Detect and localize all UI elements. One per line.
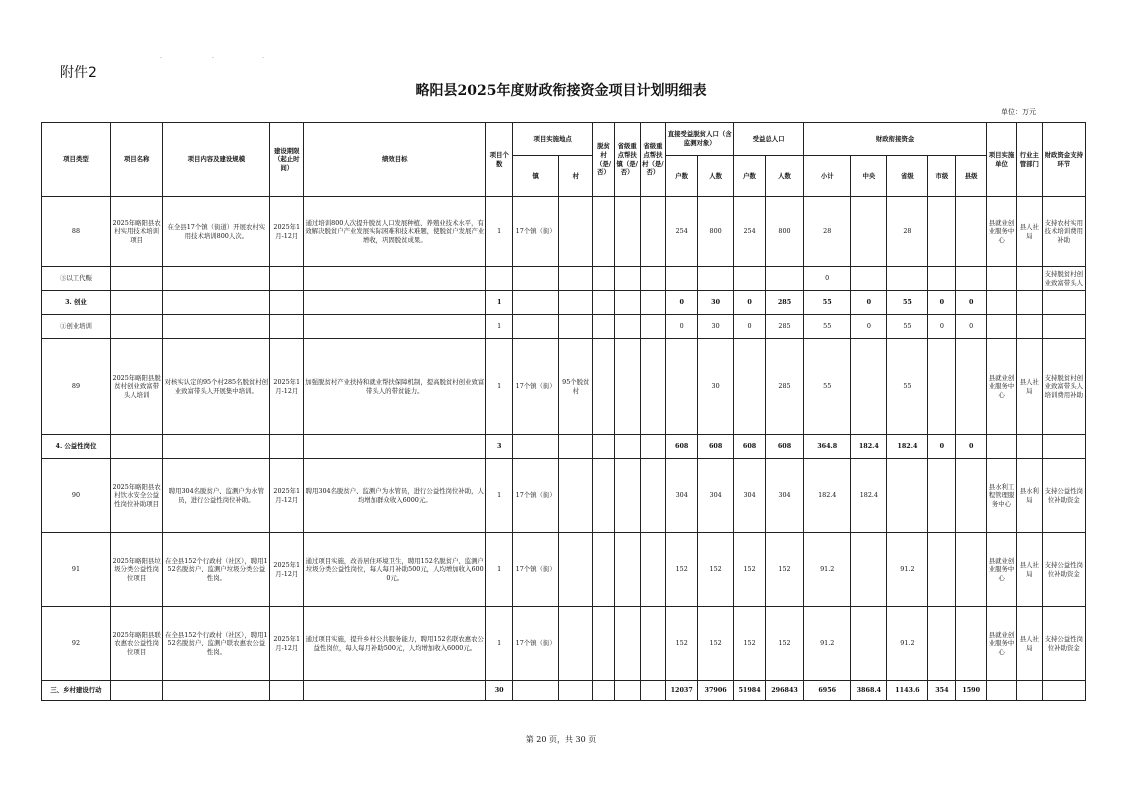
cell-city: 0 (928, 435, 956, 459)
header-funds: 财政衔接资金 (804, 123, 987, 156)
cell-cen: 0 (851, 315, 887, 339)
table-row (42, 533, 1086, 607)
cell-prov: 28 (887, 197, 928, 267)
cell-prov: 1143.6 (887, 681, 928, 701)
cell-dh: 608 (666, 435, 698, 459)
cell-dept (1016, 267, 1042, 291)
cell-county (956, 197, 987, 267)
cell-town (513, 315, 559, 339)
cell-name: 2025年略阳县垃圾分类公益性岗位项目 (110, 533, 162, 607)
header-link: 财政资金支持环节 (1042, 123, 1085, 197)
cell-tp: 152 (766, 607, 804, 681)
cell-unit (987, 315, 1017, 339)
cell-count: 1 (486, 315, 513, 339)
cell-count: 1 (486, 459, 513, 533)
cell-count (486, 267, 513, 291)
cell-goal (304, 681, 486, 701)
cell-prov (887, 267, 928, 291)
page-title: 略阳县2025年度财政衔接资金项目计划明细表 (415, 83, 707, 99)
table-row (42, 291, 1086, 315)
cell-name (110, 267, 162, 291)
cell-sub: 55 (804, 291, 851, 315)
cell-village: 95个脱贫村 (559, 339, 593, 435)
header-total-people: 人数 (766, 156, 804, 197)
cell-city: 354 (928, 681, 956, 701)
cell-count: 1 (486, 339, 513, 435)
header-central: 中央 (851, 156, 887, 197)
cell-count: 1 (486, 197, 513, 267)
cell-th: 152 (734, 607, 766, 681)
cell-unit: 县就业创业服务中心 (987, 533, 1017, 607)
table-row (42, 435, 1086, 459)
header-count: 项目个数 (486, 123, 513, 197)
cell-dp: 304 (698, 459, 734, 533)
cell-tp: 608 (766, 435, 804, 459)
table-row (42, 339, 1086, 435)
cell-unit: 县水利工程管理服务中心 (987, 459, 1017, 533)
cell-dp: 30 (698, 315, 734, 339)
cell-sub: 0 (804, 267, 851, 291)
page-footer: 第 20 页，共 30 页 (525, 735, 597, 744)
cell-tp: 285 (766, 315, 804, 339)
cell-count: 1 (486, 533, 513, 607)
cell-cen: 0 (851, 291, 887, 315)
cell-unit (987, 681, 1017, 701)
cell-county: 1590 (956, 681, 987, 701)
cell-town: 17个镇（街） (513, 533, 559, 607)
cell-content: 在全县152个行政村（社区），聘用152名脱贫户、监测户垃圾分类公益性岗。 (163, 533, 270, 607)
cell-dept (1016, 315, 1042, 339)
cell-name: 2025年略阳县联农惠农公益性岗位项目 (110, 607, 162, 681)
header-county: 县级 (956, 156, 987, 197)
header-total: 受益总人口 (734, 123, 804, 156)
cell-prov: 91.2 (887, 533, 928, 607)
cell-empty (614, 197, 640, 267)
cell-prov (887, 459, 928, 533)
cell-tp (766, 267, 804, 291)
cell-th: 304 (734, 459, 766, 533)
cell-village (559, 267, 593, 291)
cell-sub: 364.8 (804, 435, 851, 459)
cell-dept: 县人社局 (1016, 197, 1042, 267)
cell-empty (640, 197, 666, 267)
cell-empty (640, 291, 666, 315)
header-direct-people: 人数 (698, 156, 734, 197)
cell-empty (593, 435, 615, 459)
cell-dept: 县人社局 (1016, 339, 1042, 435)
cell-sub: 55 (804, 315, 851, 339)
cell-period: 2025年1月-12月 (270, 339, 304, 435)
header-content: 项目内容及建设规模 (163, 123, 270, 197)
cell-unit: 县就业创业服务中心 (987, 197, 1017, 267)
header-direct: 直接受益脱贫人口（含监测对象） (666, 123, 734, 156)
cell-dh: 152 (666, 533, 698, 607)
cell-city (928, 533, 956, 607)
table-row (42, 315, 1086, 339)
header-province: 省级 (887, 156, 928, 197)
cell-sub: 182.4 (804, 459, 851, 533)
cell-empty (614, 681, 640, 701)
cell-cen (851, 197, 887, 267)
cell-tp: 296843 (766, 681, 804, 701)
cell-empty (593, 533, 615, 607)
header-type: 项目类型 (42, 123, 111, 197)
cell-link (1042, 435, 1085, 459)
cell-count: 30 (486, 681, 513, 701)
header-direct-households: 户数 (666, 156, 698, 197)
cell-count: 1 (486, 607, 513, 681)
cell-cen (851, 607, 887, 681)
scan-mark: · (160, 55, 162, 62)
cell-name (110, 291, 162, 315)
cell-content: 对核实认定的95个村285名脱贫村创业致富带头人开展集中培训。 (163, 339, 270, 435)
cell-type: ③以工代赈 (42, 267, 111, 291)
cell-content: 在全县152个行政村（社区），聘用152名脱贫户、监测户联农惠农公益性岗。 (163, 607, 270, 681)
cell-th: 152 (734, 533, 766, 607)
cell-empty (640, 435, 666, 459)
cell-th: 0 (734, 291, 766, 315)
cell-city: 0 (928, 291, 956, 315)
cell-dp: 152 (698, 607, 734, 681)
cell-sub: 55 (804, 339, 851, 435)
cell-city (928, 459, 956, 533)
cell-unit (987, 435, 1017, 459)
cell-tp: 285 (766, 339, 804, 435)
cell-type: 三、乡村建设行动 (42, 681, 111, 701)
cell-dept (1016, 681, 1042, 701)
cell-sub: 28 (804, 197, 851, 267)
cell-empty (614, 315, 640, 339)
cell-period: 2025年1月-12月 (270, 607, 304, 681)
cell-empty (614, 291, 640, 315)
cell-dept: 县人社局 (1016, 607, 1042, 681)
cell-empty (593, 459, 615, 533)
cell-county (956, 459, 987, 533)
cell-village (559, 315, 593, 339)
header-key-village: 省级重点帮扶村（是/否） (640, 123, 666, 197)
cell-village (559, 681, 593, 701)
cell-content (163, 315, 270, 339)
cell-period: 2025年1月-12月 (270, 197, 304, 267)
cell-empty (593, 197, 615, 267)
scan-mark: · (212, 55, 214, 62)
cell-empty (640, 315, 666, 339)
cell-name (110, 435, 162, 459)
cell-dept (1016, 291, 1042, 315)
cell-content: 在全县17个镇（街道）开展农村实用技术培训800人次。 (163, 197, 270, 267)
cell-type: 90 (42, 459, 111, 533)
table-row (42, 197, 1086, 267)
cell-county: 0 (956, 291, 987, 315)
cell-type: 91 (42, 533, 111, 607)
cell-town: 17个镇（街） (513, 459, 559, 533)
cell-link: 支持脱贫村创业致富带头人 (1042, 267, 1085, 291)
header-name: 项目名称 (110, 123, 162, 197)
cell-empty (593, 315, 615, 339)
cell-city (928, 267, 956, 291)
cell-content (163, 435, 270, 459)
cell-county (956, 607, 987, 681)
cell-dp: 800 (698, 197, 734, 267)
cell-period (270, 315, 304, 339)
cell-cen: 182.4 (851, 459, 887, 533)
cell-prov: 91.2 (887, 607, 928, 681)
cell-empty (614, 435, 640, 459)
table-row (42, 607, 1086, 681)
cell-cen: 3868.4 (851, 681, 887, 701)
cell-empty (640, 339, 666, 435)
cell-sub: 91.2 (804, 607, 851, 681)
cell-goal (304, 435, 486, 459)
cell-dh: 152 (666, 607, 698, 681)
cell-empty (593, 607, 615, 681)
cell-town: 17个镇（街） (513, 607, 559, 681)
cell-type: ①创业培训 (42, 315, 111, 339)
cell-link: 支持公益性岗位补助资金 (1042, 459, 1085, 533)
cell-dp: 30 (698, 339, 734, 435)
cell-unit (987, 267, 1017, 291)
header-total-households: 户数 (734, 156, 766, 197)
cell-county (956, 267, 987, 291)
cell-unit: 县就业创业服务中心 (987, 339, 1017, 435)
cell-period (270, 435, 304, 459)
cell-prov: 55 (887, 339, 928, 435)
cell-county (956, 533, 987, 607)
cell-link (1042, 681, 1085, 701)
cell-unit: 县就业创业服务中心 (987, 607, 1017, 681)
cell-county: 0 (956, 435, 987, 459)
unit-label: 单位：万元 (1001, 108, 1036, 116)
cell-link: 支持脱贫村创业致富带头人培训费用补助 (1042, 339, 1085, 435)
cell-goal: 通过培训800人次提升脱贫人口发展种植、养殖业技术水平，有效解决脱贫户产业发展实际困难和技术难题，使脱贫户发展产业增收，巩固脱贫成果。 (304, 197, 486, 267)
cell-th: 254 (734, 197, 766, 267)
cell-dp: 30 (698, 291, 734, 315)
cell-name: 2025年略阳县农村饮水安全公益性岗位补助项目 (110, 459, 162, 533)
header-poor-village: 脱贫村（是/否） (593, 123, 615, 197)
cell-type: 3. 创业 (42, 291, 111, 315)
cell-prov: 55 (887, 291, 928, 315)
cell-city (928, 607, 956, 681)
header-goal: 绩效目标 (304, 123, 486, 197)
cell-sub: 6956 (804, 681, 851, 701)
cell-th: 0 (734, 315, 766, 339)
table-row (42, 681, 1086, 701)
cell-empty (614, 607, 640, 681)
cell-empty (640, 533, 666, 607)
cell-dp: 608 (698, 435, 734, 459)
cell-period (270, 291, 304, 315)
cell-period: 2025年1月-12月 (270, 459, 304, 533)
scan-mark: · (262, 55, 264, 62)
cell-dp (698, 267, 734, 291)
header-key-town: 省级重点帮扶镇（是/否） (614, 123, 640, 197)
cell-village (559, 291, 593, 315)
cell-dh: 12037 (666, 681, 698, 701)
attachment-label: 附件2 (60, 65, 97, 81)
header-subtotal: 小计 (804, 156, 851, 197)
cell-content (163, 267, 270, 291)
cell-dept: 县人社局 (1016, 533, 1042, 607)
cell-dh: 254 (666, 197, 698, 267)
cell-type: 92 (42, 607, 111, 681)
cell-tp: 152 (766, 533, 804, 607)
cell-town (513, 267, 559, 291)
cell-type: 4. 公益性岗位 (42, 435, 111, 459)
cell-dp: 37906 (698, 681, 734, 701)
cell-count: 3 (486, 435, 513, 459)
cell-goal: 通过项目实施，改善居住环境卫生，聘用152名脱贫户、监测户垃圾分类公益性岗位，每人每月补助500元，人均增加收入6000元。 (304, 533, 486, 607)
cell-city: 0 (928, 315, 956, 339)
cell-period (270, 267, 304, 291)
cell-tp: 285 (766, 291, 804, 315)
cell-th (734, 267, 766, 291)
header-dept: 行业主管部门 (1016, 123, 1042, 197)
cell-name (110, 315, 162, 339)
cell-village (559, 435, 593, 459)
cell-empty (593, 267, 615, 291)
cell-name: 2025年略阳县脱贫村创业致富带头人培训 (110, 339, 162, 435)
cell-empty (614, 267, 640, 291)
header-period: 建设期限（起止时间） (270, 123, 304, 197)
cell-type: 89 (42, 339, 111, 435)
cell-dh (666, 339, 698, 435)
cell-cen (851, 339, 887, 435)
cell-dh (666, 267, 698, 291)
header-location: 项目实施地点 (513, 123, 593, 156)
cell-name: 2025年略阳县农村实用技术培训项目 (110, 197, 162, 267)
cell-prov: 55 (887, 315, 928, 339)
cell-empty (640, 459, 666, 533)
table-row (42, 267, 1086, 291)
cell-dh: 0 (666, 291, 698, 315)
cell-village (559, 533, 593, 607)
cell-link (1042, 291, 1085, 315)
cell-cen (851, 533, 887, 607)
cell-city (928, 197, 956, 267)
cell-period (270, 681, 304, 701)
cell-count: 1 (486, 291, 513, 315)
cell-empty (593, 681, 615, 701)
cell-county (956, 339, 987, 435)
header-town: 镇 (513, 156, 559, 197)
cell-link: 支持公益性岗位补助资金 (1042, 533, 1085, 607)
cell-unit (987, 291, 1017, 315)
header-unit: 项目实施单位 (987, 123, 1017, 197)
project-table (41, 122, 1086, 701)
cell-goal (304, 267, 486, 291)
cell-tp: 800 (766, 197, 804, 267)
cell-empty (640, 607, 666, 681)
cell-link (1042, 315, 1085, 339)
cell-goal: 加强脱贫村产业扶持和就业帮扶保障机制，提高脱贫村创业致富带头人的带贫能力。 (304, 339, 486, 435)
cell-village (559, 197, 593, 267)
cell-goal (304, 291, 486, 315)
cell-city (928, 339, 956, 435)
header-city: 市级 (928, 156, 956, 197)
cell-th: 51984 (734, 681, 766, 701)
cell-town (513, 681, 559, 701)
cell-village (559, 459, 593, 533)
cell-county: 0 (956, 315, 987, 339)
header-village: 村 (559, 156, 593, 197)
cell-empty (614, 459, 640, 533)
cell-goal: 聘用304名脱贫户、监测户为水管员，进行公益性岗位补助，人均增加群众收入6000元。 (304, 459, 486, 533)
cell-town: 17个镇（街） (513, 197, 559, 267)
cell-name (110, 681, 162, 701)
cell-town (513, 291, 559, 315)
cell-type: 88 (42, 197, 111, 267)
cell-link: 支持公益性岗位补助资金 (1042, 607, 1085, 681)
cell-content (163, 681, 270, 701)
cell-tp: 304 (766, 459, 804, 533)
cell-dh: 304 (666, 459, 698, 533)
cell-dp: 152 (698, 533, 734, 607)
cell-empty (614, 533, 640, 607)
cell-empty (593, 339, 615, 435)
cell-empty (640, 267, 666, 291)
cell-dept (1016, 435, 1042, 459)
cell-town: 17个镇（街） (513, 339, 559, 435)
cell-empty (593, 291, 615, 315)
cell-village (559, 607, 593, 681)
cell-sub: 91.2 (804, 533, 851, 607)
cell-town (513, 435, 559, 459)
cell-dept: 县水利局 (1016, 459, 1042, 533)
cell-content (163, 291, 270, 315)
cell-content: 聘用304名脱贫户、监测户为水管员，进行公益性岗位补助。 (163, 459, 270, 533)
cell-th: 608 (734, 435, 766, 459)
table-row (42, 459, 1086, 533)
cell-cen (851, 267, 887, 291)
cell-goal: 通过项目实施，提升乡村公共服务能力，聘用152名联农惠农公益性岗位，每人每月补助500元，人均增加收入6000元。 (304, 607, 486, 681)
cell-dh: 0 (666, 315, 698, 339)
cell-cen: 182.4 (851, 435, 887, 459)
cell-goal (304, 315, 486, 339)
cell-link: 支持农村实用技术培训费用补助 (1042, 197, 1085, 267)
cell-empty (614, 339, 640, 435)
cell-period: 2025年1月-12月 (270, 533, 304, 607)
cell-th (734, 339, 766, 435)
cell-empty (640, 681, 666, 701)
cell-prov: 182.4 (887, 435, 928, 459)
